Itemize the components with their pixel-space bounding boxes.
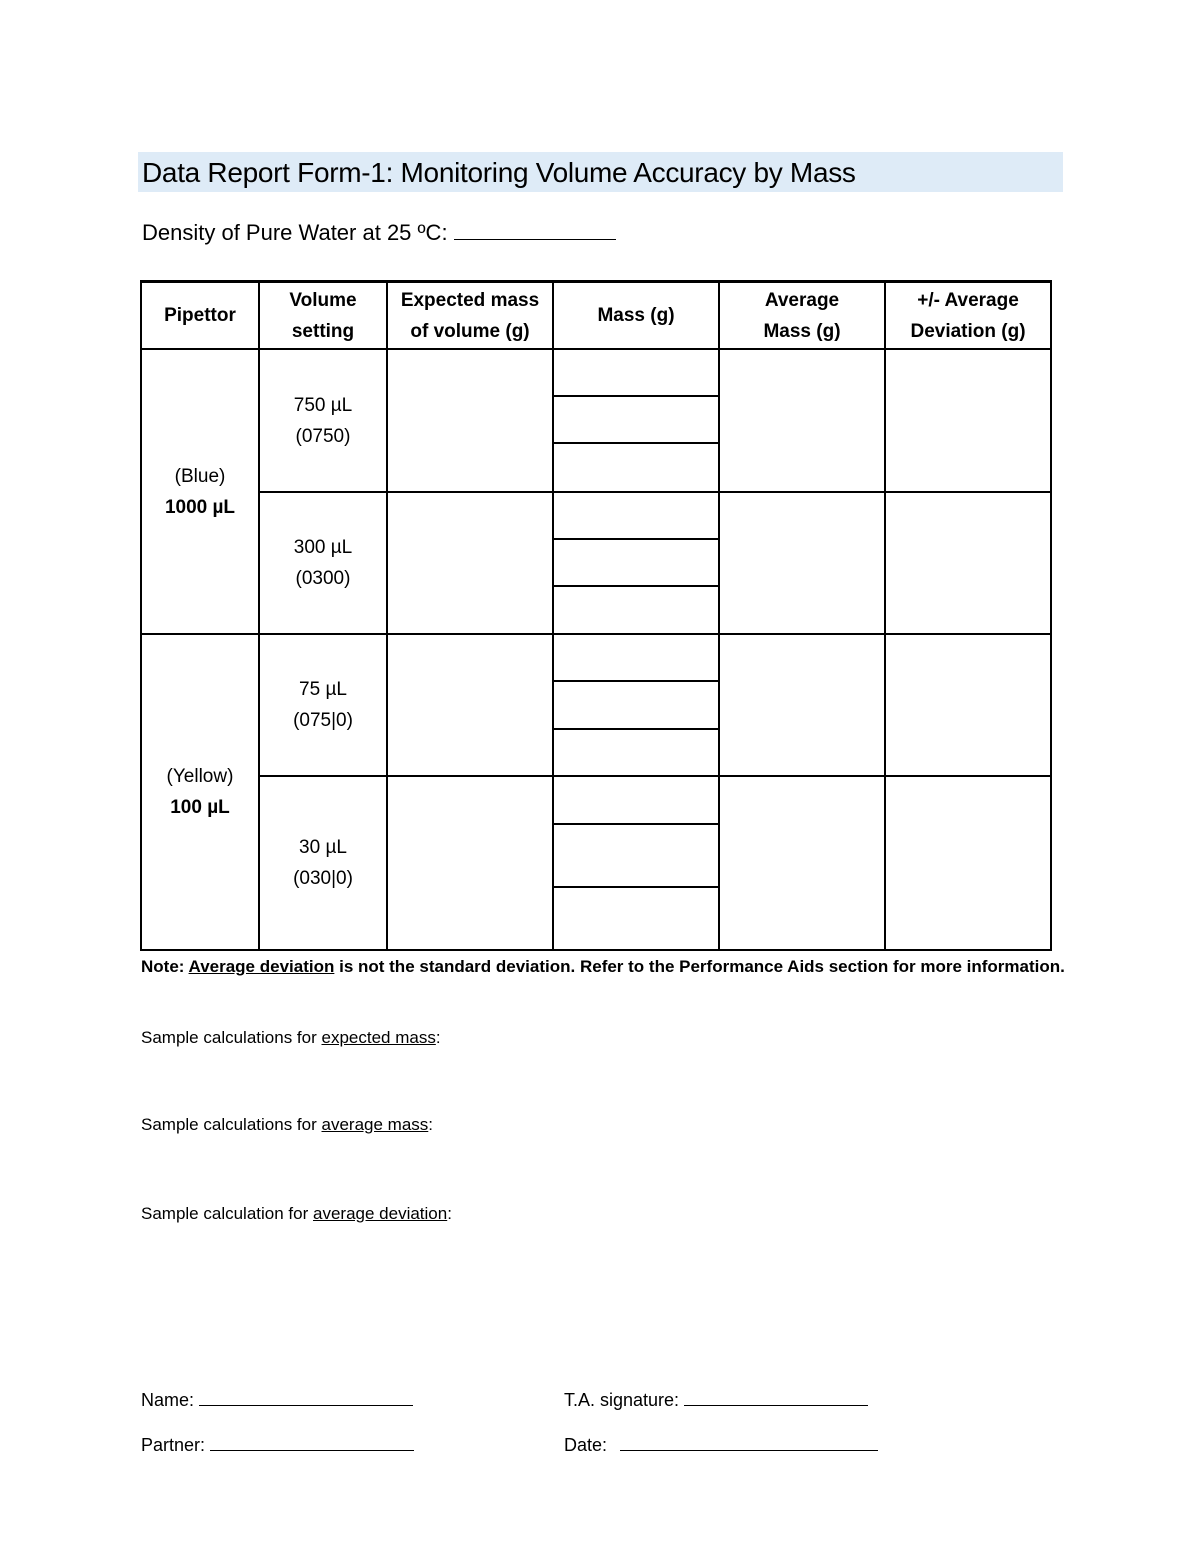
date-line: Date:	[564, 1430, 878, 1457]
col-divider	[718, 280, 720, 951]
volume-setting-75: 75 µL (075|0)	[293, 679, 353, 731]
volume-setting-30: 30 µL (030|0)	[293, 837, 353, 889]
partner-line: Partner:	[141, 1430, 414, 1457]
header-mass: Mass (g)	[597, 305, 675, 326]
mass-trial-divider	[552, 886, 720, 888]
volume-setting-300: 300 µL (0300)	[293, 537, 353, 589]
note-term: Average deviation	[188, 957, 335, 976]
density-blank[interactable]	[454, 219, 616, 240]
mass-trial-divider	[552, 538, 720, 540]
name-line: Name:	[141, 1385, 413, 1412]
col-divider	[884, 280, 886, 951]
density-label: Density of Pure Water at 25 ºC:	[142, 220, 448, 245]
header-average-deviation: +/- Average Deviation (g)	[910, 289, 1026, 342]
sample-average-mass: Sample calculations for average mass:	[141, 1115, 434, 1134]
mass-trial-divider	[552, 395, 720, 397]
ta-signature-blank[interactable]	[684, 1385, 868, 1406]
note-text: Note: Average deviation is not the standard deviation. Refer to the Performance Aids section for more information.	[141, 957, 1065, 976]
table-right-border	[1050, 280, 1052, 951]
density-line	[142, 218, 616, 248]
mass-trial-divider	[552, 823, 720, 825]
sample-average-deviation: Sample calculation for average deviation:	[141, 1204, 452, 1223]
sample-expected-mass: Sample calculations for expected mass:	[141, 1028, 441, 1047]
mass-trial-divider	[552, 728, 720, 730]
pipettor-blue: (Blue) 1000 µL	[164, 465, 236, 518]
header-expected-mass: Expected mass of volume (g)	[400, 289, 540, 342]
pipettor-yellow: (Yellow) 100 µL	[166, 766, 234, 818]
name-blank[interactable]	[199, 1385, 413, 1406]
header-average-mass: Average Mass (g)	[763, 289, 841, 342]
mass-trial-divider	[552, 680, 720, 682]
table-bottom-border	[140, 949, 1052, 951]
ta-signature-line: T.A. signature:	[564, 1385, 868, 1412]
col-divider	[386, 280, 388, 951]
header-volume-setting: Volume setting	[289, 289, 357, 342]
volume-setting-750: 750 µL (0750)	[293, 394, 353, 447]
mass-trial-divider	[552, 585, 720, 587]
date-blank[interactable]	[620, 1430, 878, 1451]
mass-trial-divider	[552, 442, 720, 444]
partner-blank[interactable]	[210, 1430, 414, 1451]
col-divider	[552, 280, 554, 951]
title-banner	[138, 152, 1063, 192]
header-pipettor: Pipettor	[164, 305, 236, 326]
page-title: Data Report Form-1: Monitoring Volume Accuracy by Mass	[142, 157, 856, 188]
